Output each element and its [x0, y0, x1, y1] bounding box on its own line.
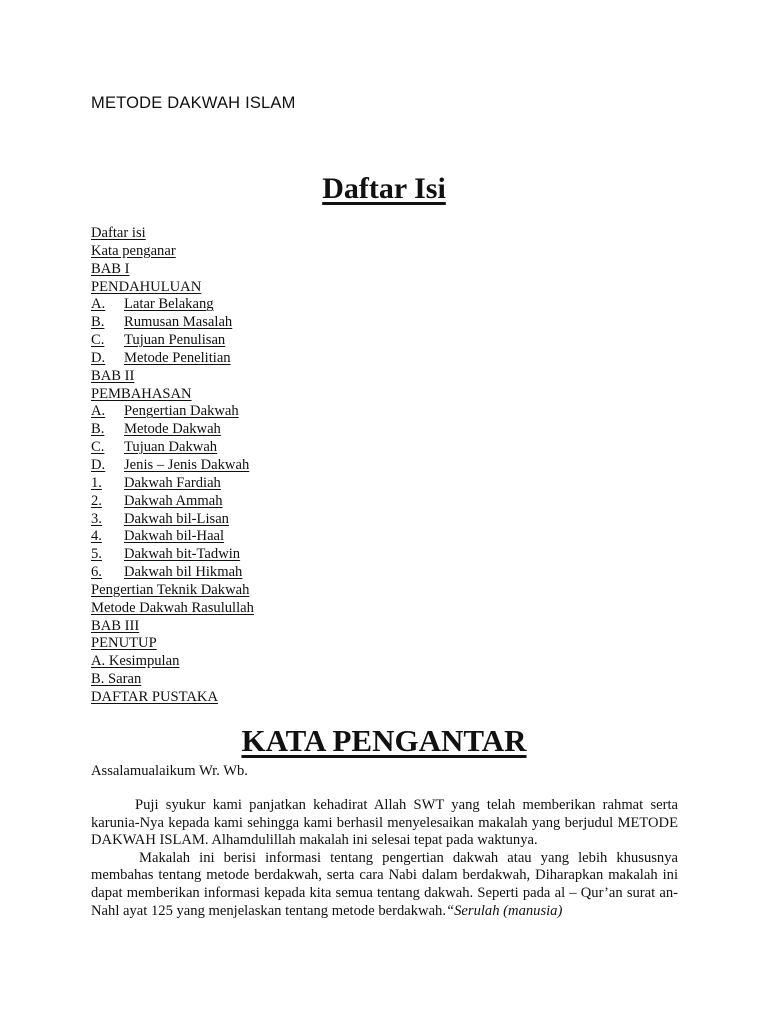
paragraph-2	[91, 850, 678, 920]
toc-item-label: Tujuan Dakwah	[124, 439, 218, 456]
toc-item-number: 3.	[91, 510, 102, 527]
toc-item-label: Dakwah Ammah	[124, 492, 223, 509]
paragraph-2-text: Makalah ini berisi informasi tentang pengertian dakwah atau yang lebih khususnya membahas tentang metode berdakwah, serta cara Nabi dalam berdakwah, Diharapkan makalah ini dapat memberikan informasi kepada kita semua tentang dakwah. Seperti pada al – Qur’an surat an-Nahl ayat 125 yang menjelaskan tentang metode berdakwah.	[91, 849, 678, 919]
toc-item-label: Dakwah Fardiah	[124, 474, 221, 491]
greeting: Assalamualaikum Wr. Wb.	[91, 763, 248, 779]
toc-item-number: D.	[91, 456, 106, 473]
toc-item[interactable]	[91, 421, 254, 439]
toc-item-label: PENDAHULUAN	[91, 278, 202, 295]
toc-item-label: BAB I	[91, 260, 130, 277]
toc-item-label: Latar Belakang	[124, 296, 214, 313]
quote-text: “Serulah (manusia)	[446, 902, 563, 919]
toc-item[interactable]	[91, 403, 254, 421]
toc-item[interactable]	[91, 528, 254, 546]
toc-item-number: D.	[91, 349, 106, 366]
toc-item-label: Jenis – Jenis Dakwah	[124, 456, 250, 473]
toc-item-label: Pengertian Teknik Dakwah	[91, 581, 250, 598]
toc-item-label: DAFTAR PUSTAKA	[91, 688, 218, 705]
toc-item[interactable]	[91, 261, 254, 279]
toc-item[interactable]	[91, 332, 254, 350]
toc-item[interactable]	[91, 243, 254, 261]
toc-item[interactable]	[91, 511, 254, 529]
toc-item-label: BAB III	[91, 617, 140, 634]
toc-item[interactable]	[91, 314, 254, 332]
toc-item[interactable]	[91, 368, 254, 386]
toc-item[interactable]	[91, 546, 254, 564]
toc-item-label: Daftar isi	[91, 225, 146, 241]
toc-item[interactable]	[91, 582, 254, 600]
document-header: METODE DAKWAH ISLAM	[91, 94, 296, 112]
toc-item-number: 4.	[91, 528, 102, 545]
toc-item-label: Dakwah bil-Haal	[124, 528, 225, 545]
toc-item-number: B.	[91, 314, 105, 331]
toc-item[interactable]	[91, 689, 254, 707]
toc-item-number: 6.	[91, 564, 102, 581]
toc-item[interactable]	[91, 475, 254, 493]
toc-item-label: PENUTUP	[91, 635, 157, 652]
toc-item-label: PEMBAHASAN	[91, 385, 192, 402]
paragraph-1: Puji syukur kami panjatkan kehadirat Allah SWT yang telah memberikan rahmat serta karunia-Nya kepada kami sehingga kami berhasil menyelesaikan makalah yang berjudul METODE DAKWAH ISLAM. Alhamdulillah makalah ini selesai tepat pada waktunya.	[91, 797, 678, 849]
toc-item-label: Rumusan Masalah	[124, 314, 233, 331]
toc-item[interactable]	[91, 457, 254, 475]
toc-item[interactable]	[91, 296, 254, 314]
toc-item-label: Metode Penelitian	[124, 349, 231, 366]
toc-item[interactable]	[91, 493, 254, 511]
toc-title: Daftar Isi	[322, 172, 446, 205]
toc-item-label: Pengertian Dakwah	[124, 403, 239, 420]
toc-item-number: A.	[91, 403, 106, 420]
toc-item[interactable]	[91, 564, 254, 582]
toc-item[interactable]	[91, 671, 254, 689]
toc-item-label: Tujuan Penulisan	[124, 332, 226, 349]
toc-item-number: 5.	[91, 546, 102, 563]
toc-item-number: B.	[91, 421, 105, 438]
toc-item-number: C.	[91, 439, 105, 456]
toc-item-number: C.	[91, 332, 105, 349]
toc-item-number: 1.	[91, 474, 102, 491]
toc-item[interactable]	[91, 225, 254, 243]
toc-item-number: A.	[91, 296, 106, 313]
toc-item-number: 2.	[91, 492, 102, 509]
toc-item-label: A. Kesimpulan	[91, 653, 180, 670]
toc-item[interactable]	[91, 279, 254, 297]
toc-item-label: Dakwah bit-Tadwin	[124, 546, 241, 563]
toc-item[interactable]	[91, 386, 254, 404]
toc-item-label: B. Saran	[91, 671, 142, 688]
toc-list	[91, 225, 254, 707]
toc-item[interactable]	[91, 439, 254, 457]
toc-item[interactable]	[91, 653, 254, 671]
toc-item-label: Dakwah bil Hikmah	[124, 564, 243, 581]
toc-item[interactable]	[91, 350, 254, 368]
toc-item-label: Metode Dakwah Rasulullah	[91, 599, 254, 616]
toc-item-label: Dakwah bil-Lisan	[124, 510, 229, 527]
toc-item-label: Kata penganar	[91, 242, 176, 259]
toc-item[interactable]	[91, 635, 254, 653]
toc-item-label: Metode Dakwah	[124, 421, 221, 438]
toc-item[interactable]	[91, 618, 254, 636]
kata-pengantar-title: KATA PENGANTAR	[241, 723, 527, 758]
body-text	[91, 797, 678, 920]
toc-item-label: BAB II	[91, 367, 135, 384]
toc-item[interactable]	[91, 600, 254, 618]
